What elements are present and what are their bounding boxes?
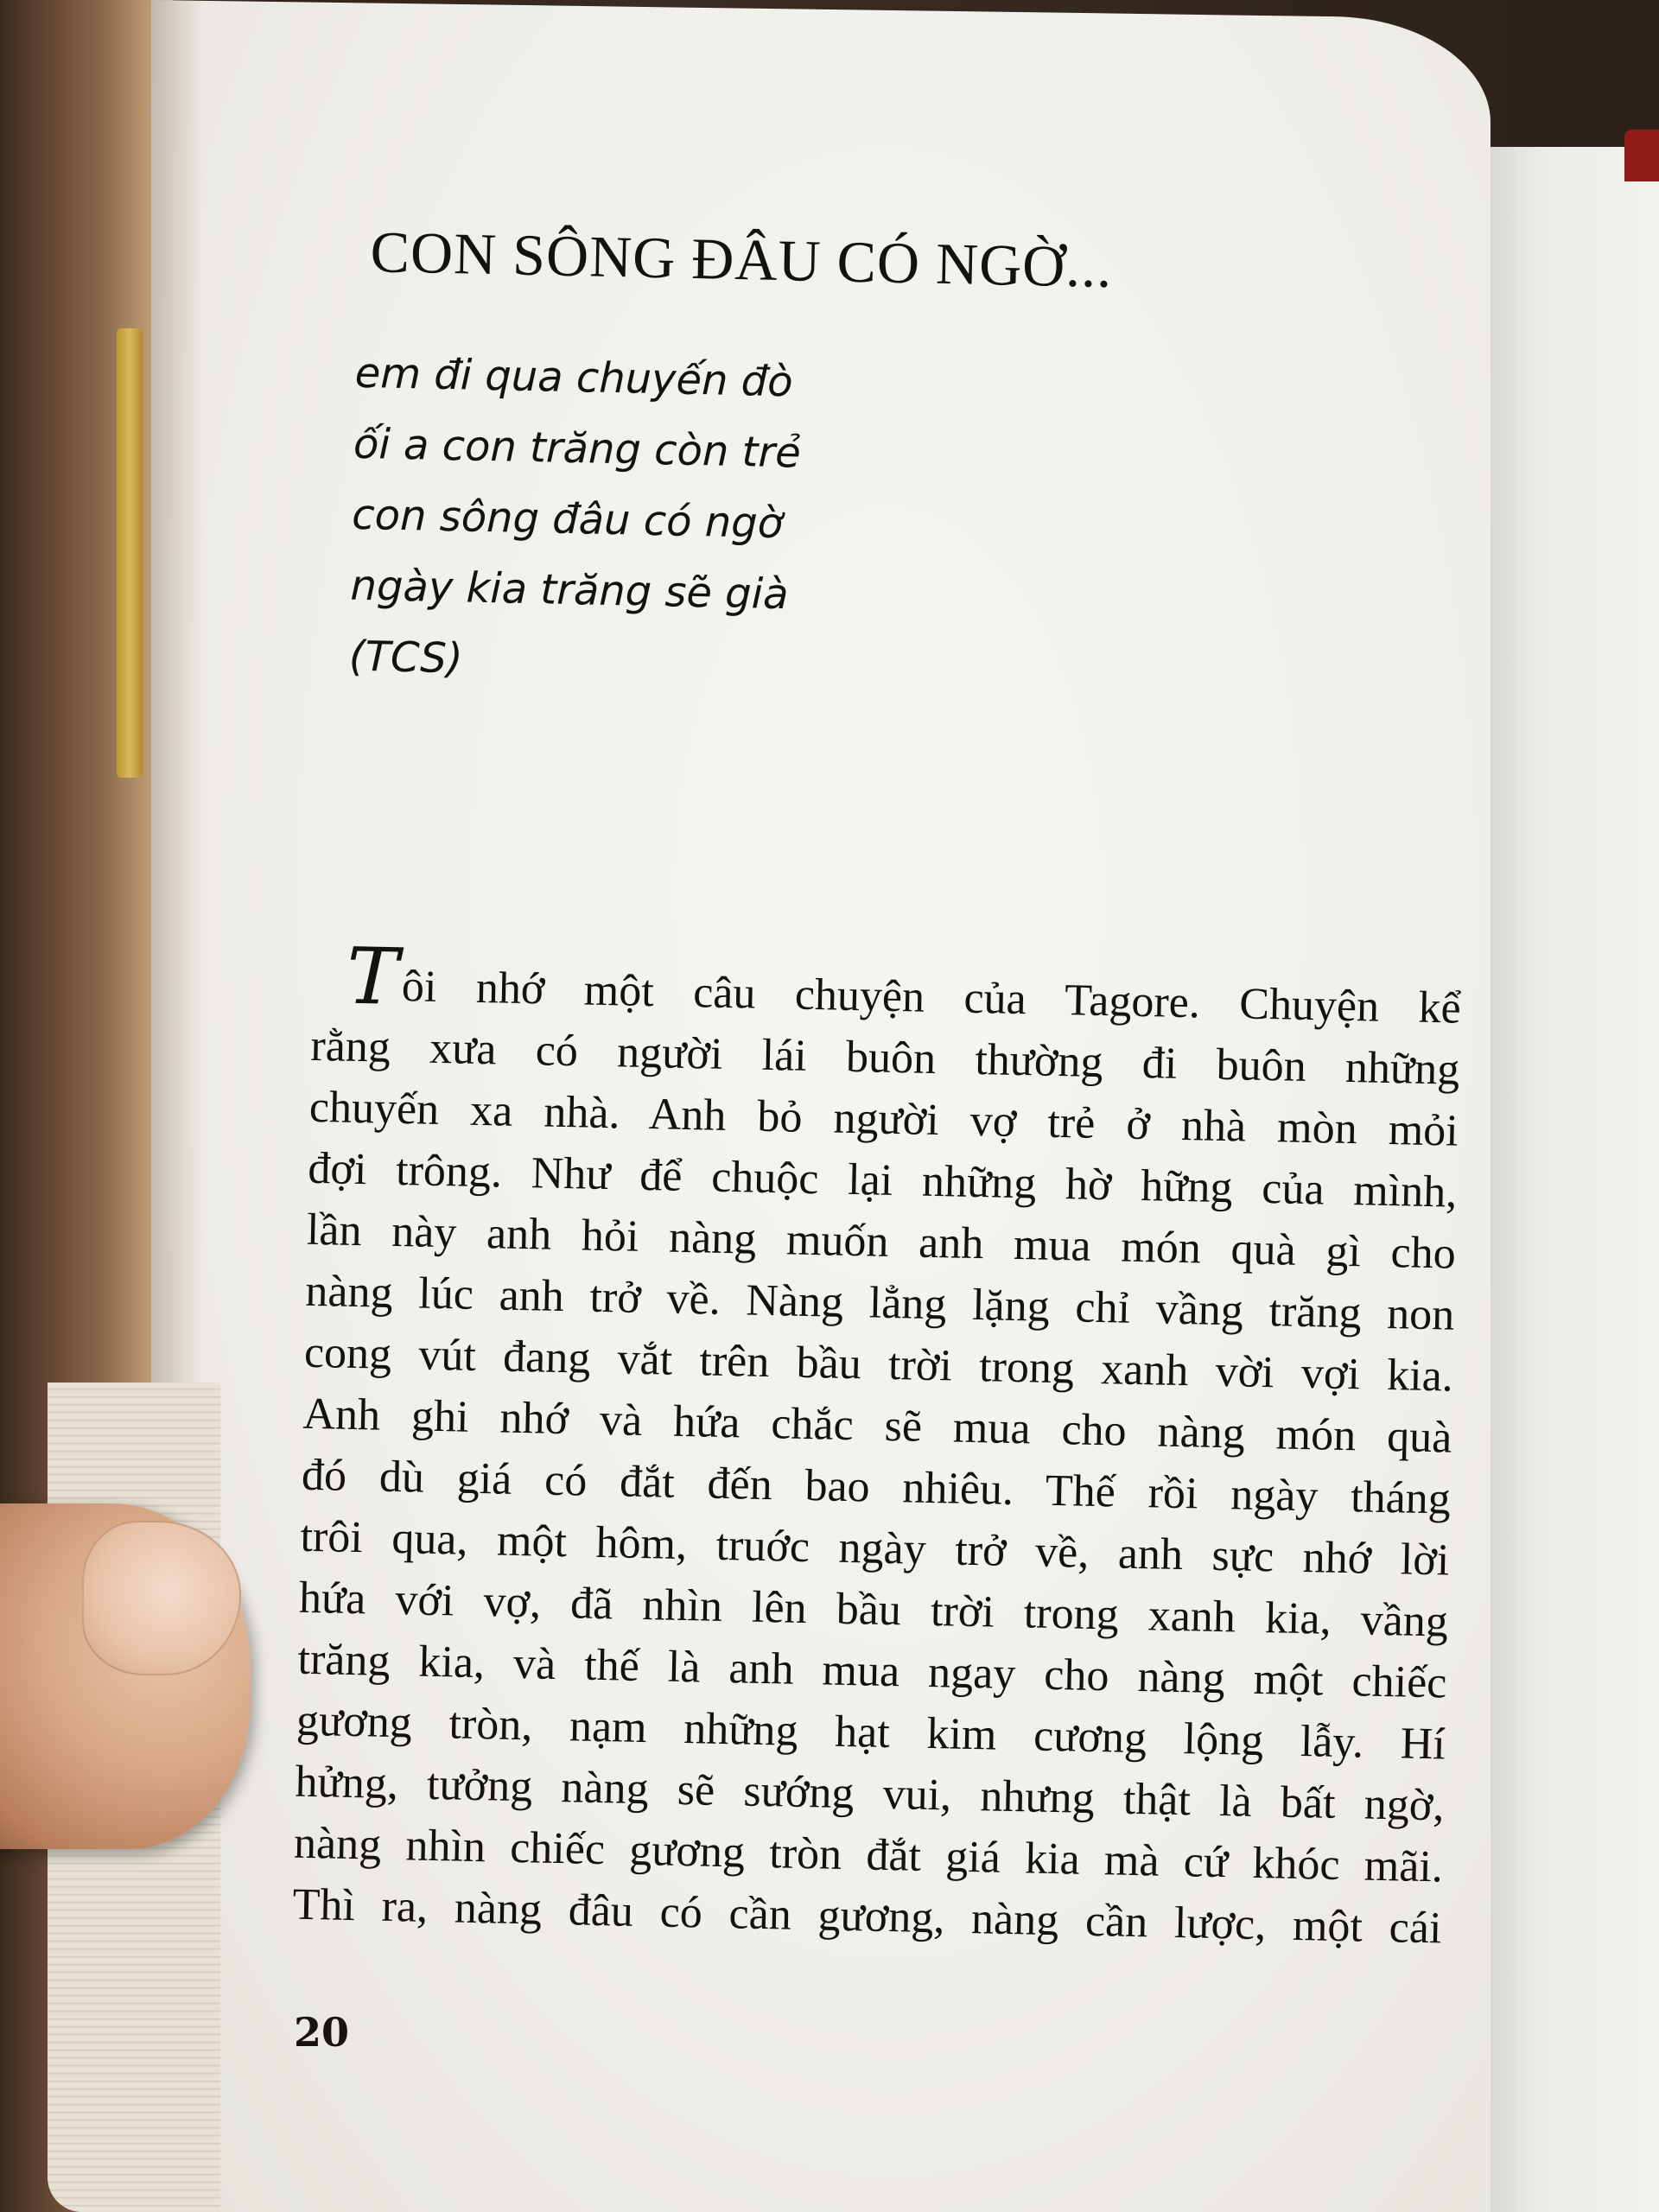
body-line: trăng kia, và thế là anh mua ngay cho nàng một chiếc bbox=[297, 1634, 1447, 1708]
poem-line: ối a con trăng còn trẻ bbox=[353, 419, 802, 478]
drop-cap: T bbox=[346, 931, 400, 1023]
body-line: trôi qua, một hôm, truớc ngày trở về, anh sực nhớ lời bbox=[299, 1511, 1450, 1586]
body-line: chuyến xa nhà. Anh bỏ người vợ trẻ ở nhà mòn mỏi bbox=[308, 1082, 1459, 1156]
chapter-title: CON SÔNG ĐÂU CÓ NGỜ... bbox=[369, 219, 1114, 301]
page-number: 20 bbox=[294, 2009, 350, 2056]
body-line: nàng lúc anh trở về. Nàng lẳng lặng chỉ vầng trăng non bbox=[304, 1266, 1455, 1340]
poem-line: con sông đâu có ngờ bbox=[351, 490, 784, 549]
body-line: hửng, tưởng nàng sẽ sướng vui, nhưng thật là bất ngờ, bbox=[295, 1757, 1445, 1831]
body-line: lần này anh hỏi nàng muốn anh mua món quà gì cho bbox=[306, 1205, 1457, 1279]
body-line: gương tròn, nạm những hạt kim cương lộng lẫy. Hí bbox=[296, 1695, 1446, 1770]
body-first-line-text: ôi nhớ một câu chuyện của Tagore. Chuyện kể bbox=[401, 962, 1462, 1033]
spine-decoration bbox=[117, 328, 143, 778]
facing-page bbox=[1486, 147, 1659, 2212]
epigraph-poem bbox=[348, 338, 1474, 715]
body-line: Thì ra, nàng đâu có cần gương, nàng cần lược, một cái bbox=[292, 1879, 1442, 1954]
poem-attribution: (TCS) bbox=[348, 632, 464, 683]
poem-line: ngày kia trăng sẽ già bbox=[350, 561, 790, 620]
body-line: đợi trông. Như để chuộc lại những hờ hững của mình, bbox=[307, 1143, 1458, 1217]
thumbnail bbox=[82, 1521, 241, 1675]
book-cover-edge bbox=[1624, 130, 1659, 181]
body-line: nàng nhìn chiếc gương tròn đắt giá kia mà cứ khóc mãi. bbox=[293, 1818, 1444, 1892]
body-text bbox=[292, 931, 1462, 1960]
body-line: rằng xưa có người lái buôn thường đi buôn những bbox=[309, 1020, 1460, 1095]
poem-line: em đi qua chuyến đò bbox=[354, 348, 794, 407]
body-line: Anh ghi nhớ và hứa chắc sẽ mua cho nàng món quà bbox=[302, 1389, 1452, 1463]
body-line: cong vút đang vắt trên bầu trời trong xanh vời vợi kia. bbox=[303, 1327, 1454, 1402]
page-content bbox=[249, 199, 1478, 1959]
body-line: hứa với vợ, đã nhìn lên bầu trời trong xanh kia, vầng bbox=[298, 1573, 1449, 1647]
body-line: đó dù giá có đắt đến bao nhiêu. Thế rồi ngày tháng bbox=[301, 1450, 1452, 1524]
